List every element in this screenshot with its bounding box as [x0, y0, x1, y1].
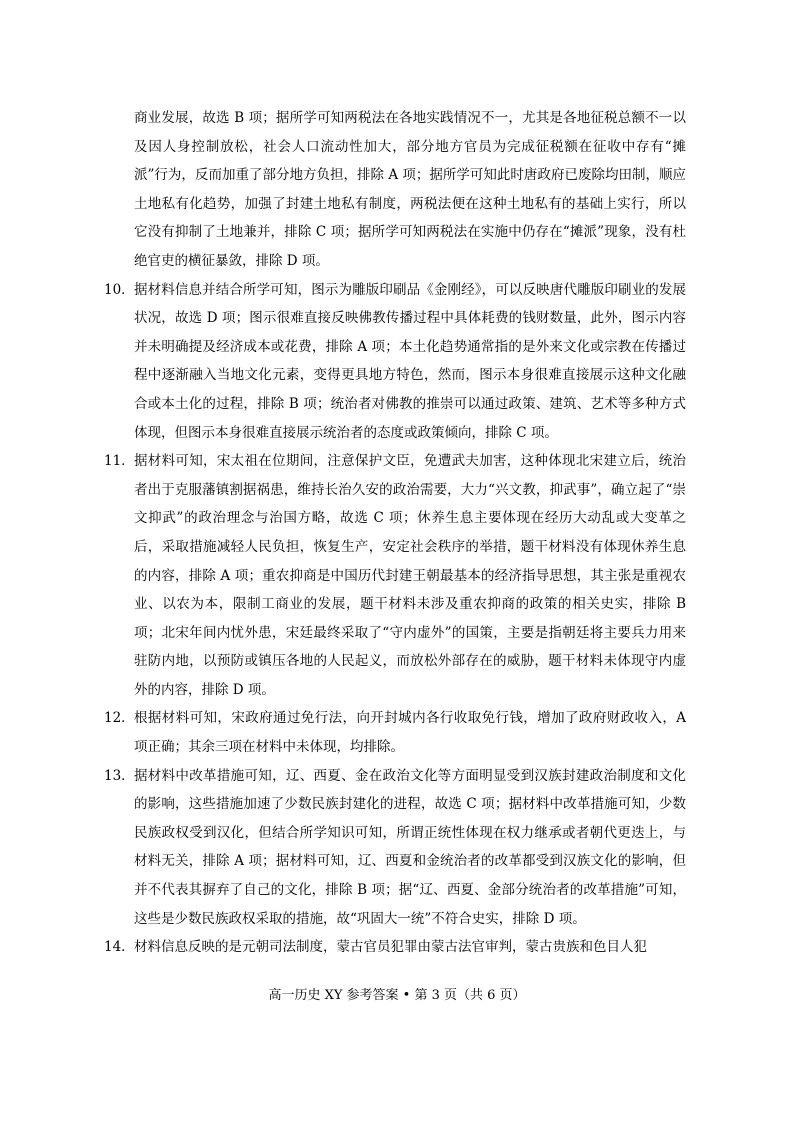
answer-item-10: [104, 276, 686, 448]
answer-item-12: [104, 704, 686, 761]
answer-text: 材料信息反映的是元朝司法制度，蒙古官员犯罪由蒙古法官审判，蒙古贵族和色目人犯: [134, 939, 647, 956]
page-footer: 高一历史 XY 参考答案 • 第 3 页（共 6 页）: [268, 988, 526, 1003]
answer-number: 11．: [104, 453, 135, 470]
answer-number: 12．: [104, 710, 135, 727]
answer-item-11: [104, 447, 686, 704]
answer-text: 根据材料可知，宋政府通过免行法，向开封城内各行收取免行钱，增加了政府财政收入，A 项正确；其余三项在材料中未体现，均排除。: [134, 710, 686, 756]
answer-text: 商业发展，故选 B 项；据所学可知两税法在各地实践情况不一，尤其是各地征税总额不一以及因人身控制放松，社会人口流动性加大，部分地方官员为完成征税额在征收中存有“摊派”行为，反而加重了部分地方负担，排除 A 项；据所学可知此时唐政府已废除均田制，顺应土地私有化趋势，加强了封建土地私有制度，两税法便在这种土地私有的基础上实行，所以它没有抑制了土地兼并，排除 C 项；据所学可知两税法在实施中仍存在“摊派”现象，没有杜绝官吏的横征暴敛，排除 D 项。: [134, 110, 686, 269]
answer-text: 据材料可知，宋太祖在位期间，注意保护文臣，免遭武夫加害，这种体现北宋建立后，统治者出于克服藩镇割据祸患，维持长治久安的政治需要，大力“兴文教，抑武事”，确立起了“崇文抑武”的政治理念与治国方略，故选 C 项；休养生息主要体现在经历大动乱或大变革之后，采取措施减轻人民负担，恢复生产，安定社会秩序的举措，题干材料没有体现休养生息的内容，排除 A 项；重农抑商是中国历代封建王朝最基本的经济指导思想，其主张是重视农业、以农为本，限制工商业的发展，题干材料未涉及重农抑商的政策的相关史实，排除 B 项；北宋年间内忧外患，宋廷最终采取了“守内虚外”的国策，主要是指朝廷将主要兵力用来驻防内地，以预防或镇压各地的人民起义，而放松外部存在的威胁，题干材料未体现守内虚外的内容，排除 D 项。: [134, 453, 686, 698]
answer-number: 13．: [104, 767, 135, 784]
answer-item-13: [104, 762, 686, 934]
answer-text: 据材料信息并结合所学可知，图示为雕版印刷品《金刚经》，可以反映唐代雕版印刷业的发展状况，故选 D 项；图示很难直接反映佛教传播过程中具体耗费的钱财数量，此外，图示内容并未明确提及经济成本或花费，排除 A 项；本土化趋势通常指的是外来文化或宗教在传播过程中逐渐融入当地文化元素，变得更具地方特色，然而，图示本身很难直接展示这种文化融合或本土化的过程，排除 B 项；统治者对佛教的推崇可以通过政策、建筑、艺术等多种方式体现，但图示本身很难直接展示统治者的态度或政策倾向，排除 C 项。: [134, 281, 686, 441]
answer-text: 据材料中改革措施可知，辽、西夏、金在政治文化等方面明显受到汉族封建政治制度和文化的影响，这些措施加速了少数民族封建化的进程，故选 C 项；据材料中改革措施可知，少数民族政权受到汉化，但结合所学知识可知，所谓正统性体现在权力继承或者朝代更迭上，与材料无关，排除 A 项；据材料可知，辽、西夏和金统治者的改革都受到汉族文化的影响，但并不代表其摒弃了自己的文化，排除 B 项；据“辽、西夏、金部分统治者的改革措施”可知，这些是少数民族政权采取的措施，故“巩固大一统”不符合史实，排除 D 项。: [134, 767, 686, 927]
answer-number: 14．: [104, 939, 135, 956]
answer-item-9-continued: [104, 104, 686, 276]
answer-content: [104, 104, 686, 962]
answer-item-14: [104, 933, 686, 962]
answer-number: 10．: [104, 281, 135, 298]
